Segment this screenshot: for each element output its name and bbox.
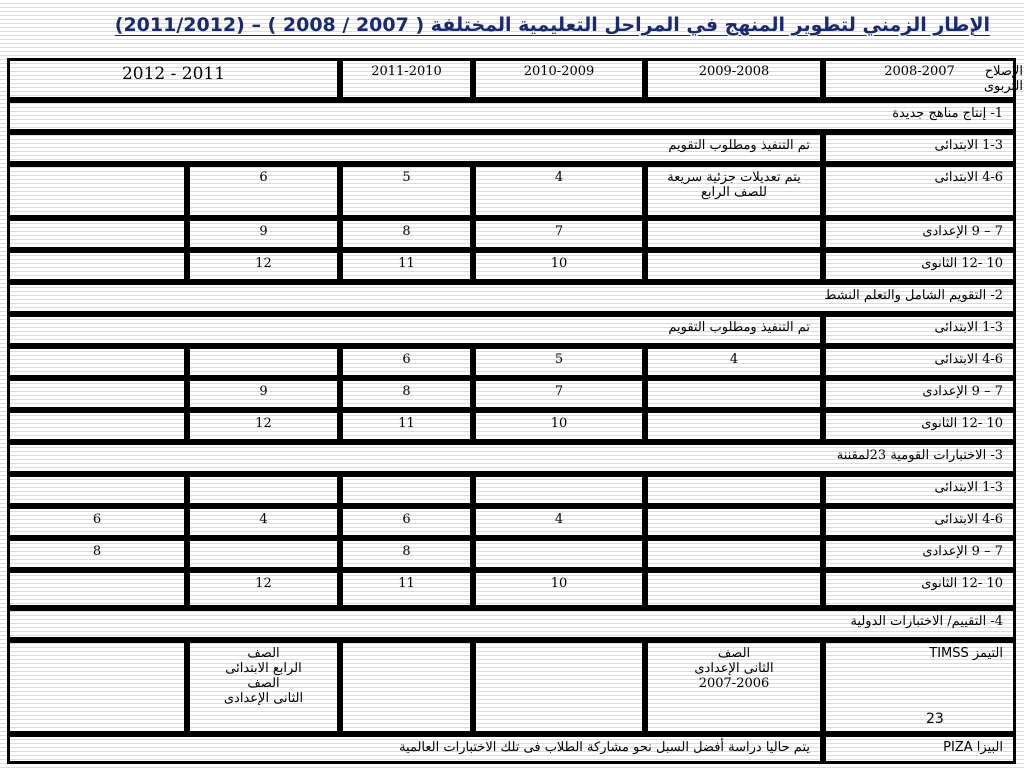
cell-empty — [7, 250, 187, 282]
timss-code: 23 — [926, 711, 944, 727]
cell-empty — [187, 346, 340, 378]
cell: 4 — [645, 346, 823, 378]
cell-empty — [7, 218, 187, 250]
section-row — [7, 282, 1016, 314]
cell: 4 — [473, 164, 645, 218]
cell-empty — [340, 640, 473, 734]
cell: 11 — [340, 570, 473, 608]
stage-label: 1-3 الابتدائى — [823, 132, 1016, 164]
section-3-title: 3- الاختبارات القومية 23لمقننة — [7, 442, 1016, 474]
cell: 12 — [187, 570, 340, 608]
cell-empty — [7, 410, 187, 442]
piza-label: البيزا PIZA — [823, 734, 1016, 764]
cell: 5 — [473, 346, 645, 378]
cell-empty — [7, 378, 187, 410]
header-year-2009-2010: 2010-2009 — [473, 58, 645, 100]
cell-empty — [645, 474, 823, 506]
cell-empty — [340, 474, 473, 506]
header-year-2010-2011: 2011-2010 — [340, 58, 473, 100]
stage-label: 7 – 9 الإعدادى — [823, 378, 1016, 410]
table-row — [7, 538, 1016, 570]
stage-label: 4-6 الابتدائى — [823, 506, 1016, 538]
cell: 6 — [340, 506, 473, 538]
table-row — [7, 474, 1016, 506]
header-year-2008-2009: 2009-2008 — [645, 58, 823, 100]
table-row — [7, 250, 1016, 282]
cell-empty — [645, 218, 823, 250]
cell-empty — [645, 570, 823, 608]
cell: 11 — [340, 250, 473, 282]
stage-label: 7 – 9 الإعدادى — [823, 218, 1016, 250]
cell: 8 — [340, 218, 473, 250]
table-row — [7, 346, 1016, 378]
cell: 12 — [187, 410, 340, 442]
section-2-title: 2- التقويم الشامل والتعلم النشط — [7, 282, 1016, 314]
cell-empty — [645, 538, 823, 570]
timss-2007-2008: الصف الثانى الإعدادى 2007-2006 — [645, 640, 823, 734]
cell-empty — [7, 346, 187, 378]
cell-empty — [187, 474, 340, 506]
cell: 12 — [187, 250, 340, 282]
s1-quick-edits: يتم تعديلات جزئية سريعة للصف الرابع — [645, 164, 823, 218]
cell: 6 — [187, 164, 340, 218]
s2-g13-status: تم التنفيذ ومطلوب التقويم — [7, 314, 823, 346]
table-row — [7, 132, 1016, 164]
curriculum-timeline-table — [7, 58, 1023, 764]
cell-empty — [473, 640, 645, 734]
s1-g13-status: تم التنفيذ ومطلوب التقويم — [7, 132, 823, 164]
cell-empty — [7, 164, 187, 218]
stage-label: 10 -12 الثانوى — [823, 250, 1016, 282]
cell-empty — [7, 474, 187, 506]
cell: 7 — [473, 218, 645, 250]
cell-empty — [7, 640, 187, 734]
section-row — [7, 608, 1016, 640]
table-row — [7, 410, 1016, 442]
section-row — [7, 100, 1016, 132]
cell: 8 — [7, 538, 187, 570]
cell: 9 — [187, 218, 340, 250]
cell: 10 — [473, 250, 645, 282]
stage-label: 4-6 الابتدائى — [823, 164, 1016, 218]
timss-2010-2011: الصف الرابع الابتدائى الصف الثانى الإعدادى — [187, 640, 340, 734]
header-year-2011-2012: 2012 - 2011 — [7, 58, 340, 100]
stage-label: 10 -12 الثانوى — [823, 570, 1016, 608]
cell: 4 — [187, 506, 340, 538]
table-row — [7, 218, 1016, 250]
cell-empty — [187, 538, 340, 570]
stage-label: 1-3 الابتدائى — [823, 474, 1016, 506]
cell: 6 — [340, 346, 473, 378]
cell-empty — [473, 538, 645, 570]
page-title: الإطار الزمني لتطوير المنهج في المراحل التعليمية المختلفة ( 2007 / 2008 ) – (2011/2012) — [114, 14, 990, 36]
timss-label-cell — [823, 640, 1016, 734]
cell-empty — [645, 410, 823, 442]
table-row — [7, 314, 1016, 346]
cell: 8 — [340, 538, 473, 570]
table-row — [7, 640, 1016, 734]
stage-label: 4-6 الابتدائى — [823, 346, 1016, 378]
cell: 8 — [340, 378, 473, 410]
header-year-2007-2008: 2008-2007 — [823, 58, 1016, 100]
table-row — [7, 378, 1016, 410]
cell: 11 — [340, 410, 473, 442]
cell: 5 — [340, 164, 473, 218]
cell: 7 — [473, 378, 645, 410]
cell-empty — [473, 474, 645, 506]
stage-label: 1-3 الابتدائى — [823, 314, 1016, 346]
piza-note: يتم حاليا دراسة أفضل السبل نحو مشاركة الطلاب فى تلك الاختبارات العالمية — [7, 734, 823, 764]
table-row — [7, 734, 1016, 764]
cell: 10 — [473, 570, 645, 608]
cell: 9 — [187, 378, 340, 410]
cell: 10 — [473, 410, 645, 442]
stage-label: 10 -12 الثانوى — [823, 410, 1016, 442]
table-row — [7, 164, 1016, 218]
section-1-title: 1- إنتاج مناهج جديدة — [7, 100, 1016, 132]
cell-empty — [645, 506, 823, 538]
timss-name: التيمز TIMSS — [929, 646, 1003, 661]
stage-label: 7 – 9 الإعدادى — [823, 538, 1016, 570]
table-row — [7, 506, 1016, 538]
cell-empty — [645, 378, 823, 410]
header-row: 2012 - 2011 2011-2010 2010-2009 2009-2008 2008-2007 الإصلاح التربوى — [7, 58, 1016, 100]
section-4-title: 4- التقييم/ الاختبارات الدولية — [7, 608, 1016, 640]
table-row — [7, 570, 1016, 608]
cell: 4 — [473, 506, 645, 538]
cell-empty — [645, 250, 823, 282]
cell-empty — [7, 570, 187, 608]
section-row — [7, 442, 1016, 474]
cell: 6 — [7, 506, 187, 538]
